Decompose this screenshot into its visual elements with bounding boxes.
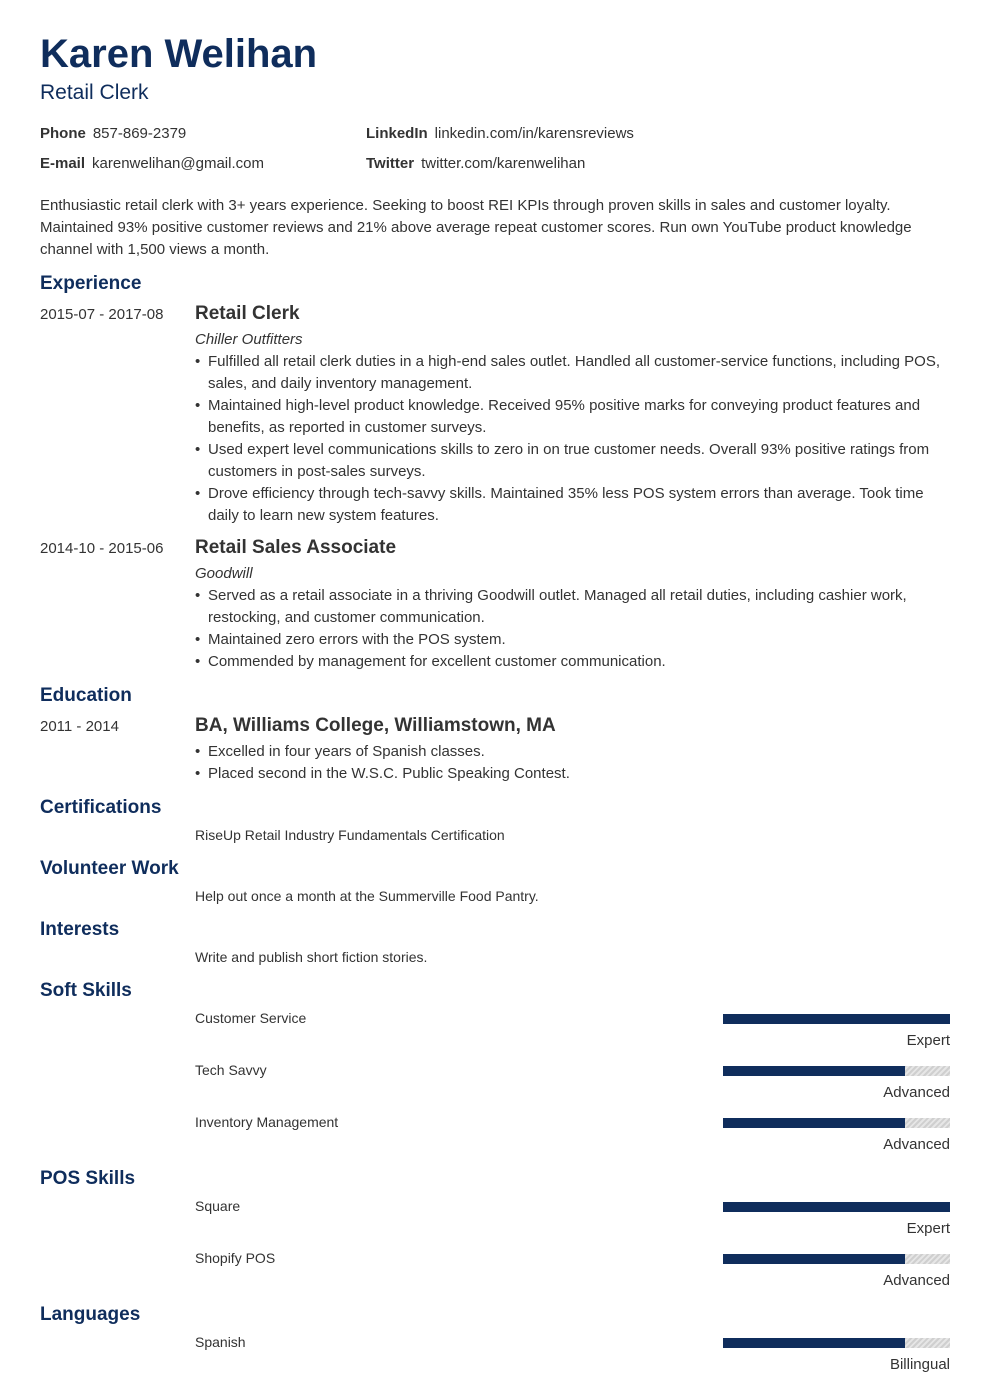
certification-item: RiseUp Retail Industry Fundamentals Certification — [195, 827, 505, 843]
volunteer-item: Help out once a month at the Summerville Food Pantry. — [195, 888, 539, 904]
job-dates: 2014-10 - 2015-06 — [40, 540, 164, 557]
contact-phone — [40, 124, 186, 144]
bullet-item: • Maintained zero errors with the POS system. — [195, 629, 945, 651]
bullet-item: • Served as a retail associate in a thriving Goodwill outlet. Managed all retail duties, including cashier work, restocking, and customer communication. — [195, 585, 945, 629]
skill-level-bar — [723, 1014, 950, 1024]
twitter-label: Twitter — [366, 155, 415, 172]
contact-twitter — [366, 154, 585, 174]
twitter-value: twitter.com/karenwelihan — [421, 155, 586, 172]
section-heading-volunteer: Volunteer Work — [40, 858, 179, 879]
skill-name: Customer Service — [195, 1010, 307, 1026]
language-name: Spanish — [195, 1334, 246, 1350]
section-heading-soft-skills: Soft Skills — [40, 980, 132, 1001]
section-heading-interests: Interests — [40, 919, 120, 940]
email-value: karenwelihan@gmail.com — [92, 155, 264, 172]
candidate-title: Retail Clerk — [40, 81, 149, 104]
job-dates: 2015-07 - 2017-08 — [40, 306, 164, 323]
skill-level-bar — [723, 1254, 950, 1264]
bullet-item: • Commended by management for excellent customer communication. — [195, 651, 945, 673]
skill-level-bar — [723, 1066, 950, 1076]
section-heading-languages: Languages — [40, 1304, 141, 1325]
language-level-label: Billingual — [889, 1356, 950, 1373]
job-title: Retail Clerk — [195, 303, 300, 324]
language-level-bar — [723, 1338, 950, 1348]
section-heading-certifications: Certifications — [40, 797, 162, 818]
skill-level-label: Advanced — [883, 1136, 950, 1153]
education-dates: 2011 - 2014 — [40, 718, 119, 735]
linkedin-value: linkedin.com/in/karensreviews — [434, 125, 634, 142]
education-degree: BA, Williams College, Williamstown, MA — [195, 715, 556, 736]
summary-text: Enthusiastic retail clerk with 3+ years experience. Seeking to boost REI KPIs through proven skills in sales and customer loyalty. Maintained 93% positive customer reviews and 21% above average repeat customer scores. Run own YouTube product knowledge channel with 1,500 views a month. — [40, 197, 912, 258]
job-employer: Chiller Outfitters — [195, 331, 303, 348]
skill-level-label: Advanced — [883, 1272, 950, 1289]
contact-email — [40, 154, 264, 174]
skill-level-fill — [723, 1066, 905, 1076]
skill-level-label: Advanced — [883, 1084, 950, 1101]
bullet-item: • Drove efficiency through tech-savvy skills. Maintained 35% less POS system errors than average. Took time daily to learn new system features. — [195, 483, 945, 527]
job-title: Retail Sales Associate — [195, 537, 397, 558]
skill-name: Inventory Management — [195, 1114, 339, 1130]
skill-level-fill — [723, 1202, 950, 1212]
phone-value: 857-869-2379 — [92, 125, 187, 142]
interest-item: Write and publish short fiction stories. — [195, 949, 428, 965]
section-heading-experience: Experience — [40, 273, 142, 294]
job-bullets — [195, 585, 945, 673]
bullet-item: • Fulfilled all retail clerk duties in a high-end sales outlet. Handled all customer-service functions, including POS, sales, and daily inventory management. — [195, 351, 945, 395]
bullet-item: • Excelled in four years of Spanish classes. — [195, 741, 945, 763]
candidate-name: Karen Welihan — [40, 32, 318, 76]
phone-label: Phone — [40, 125, 86, 142]
email-label: E-mail — [40, 155, 86, 172]
skill-level-label: Expert — [906, 1220, 950, 1237]
skill-level-label: Expert — [906, 1032, 950, 1049]
language-level-fill — [723, 1338, 905, 1348]
skill-level-bar — [723, 1118, 950, 1128]
job-bullets — [195, 351, 945, 527]
skill-level-bar — [723, 1202, 950, 1212]
bullet-item: • Maintained high-level product knowledge. Received 95% positive marks for conveying product features and benefits, as reported in customer surveys. — [195, 395, 945, 439]
education-bullets — [195, 741, 945, 785]
contact-linkedin — [366, 124, 634, 144]
skill-name: Square — [195, 1198, 241, 1214]
bullet-item: • Used expert level communications skills to zero in on true customer needs. Overall 93% positive ratings from customers in post-sales surveys. — [195, 439, 945, 483]
skill-level-fill — [723, 1254, 905, 1264]
skill-name: Tech Savvy — [195, 1062, 267, 1078]
skill-name: Shopify POS — [195, 1250, 276, 1266]
skill-level-fill — [723, 1118, 905, 1128]
skill-level-fill — [723, 1014, 950, 1024]
section-heading-pos-skills: POS Skills — [40, 1168, 136, 1189]
job-employer: Goodwill — [195, 565, 253, 582]
section-heading-education: Education — [40, 685, 132, 706]
bullet-item: • Placed second in the W.S.C. Public Speaking Contest. — [195, 763, 945, 785]
linkedin-label: LinkedIn — [366, 125, 428, 142]
